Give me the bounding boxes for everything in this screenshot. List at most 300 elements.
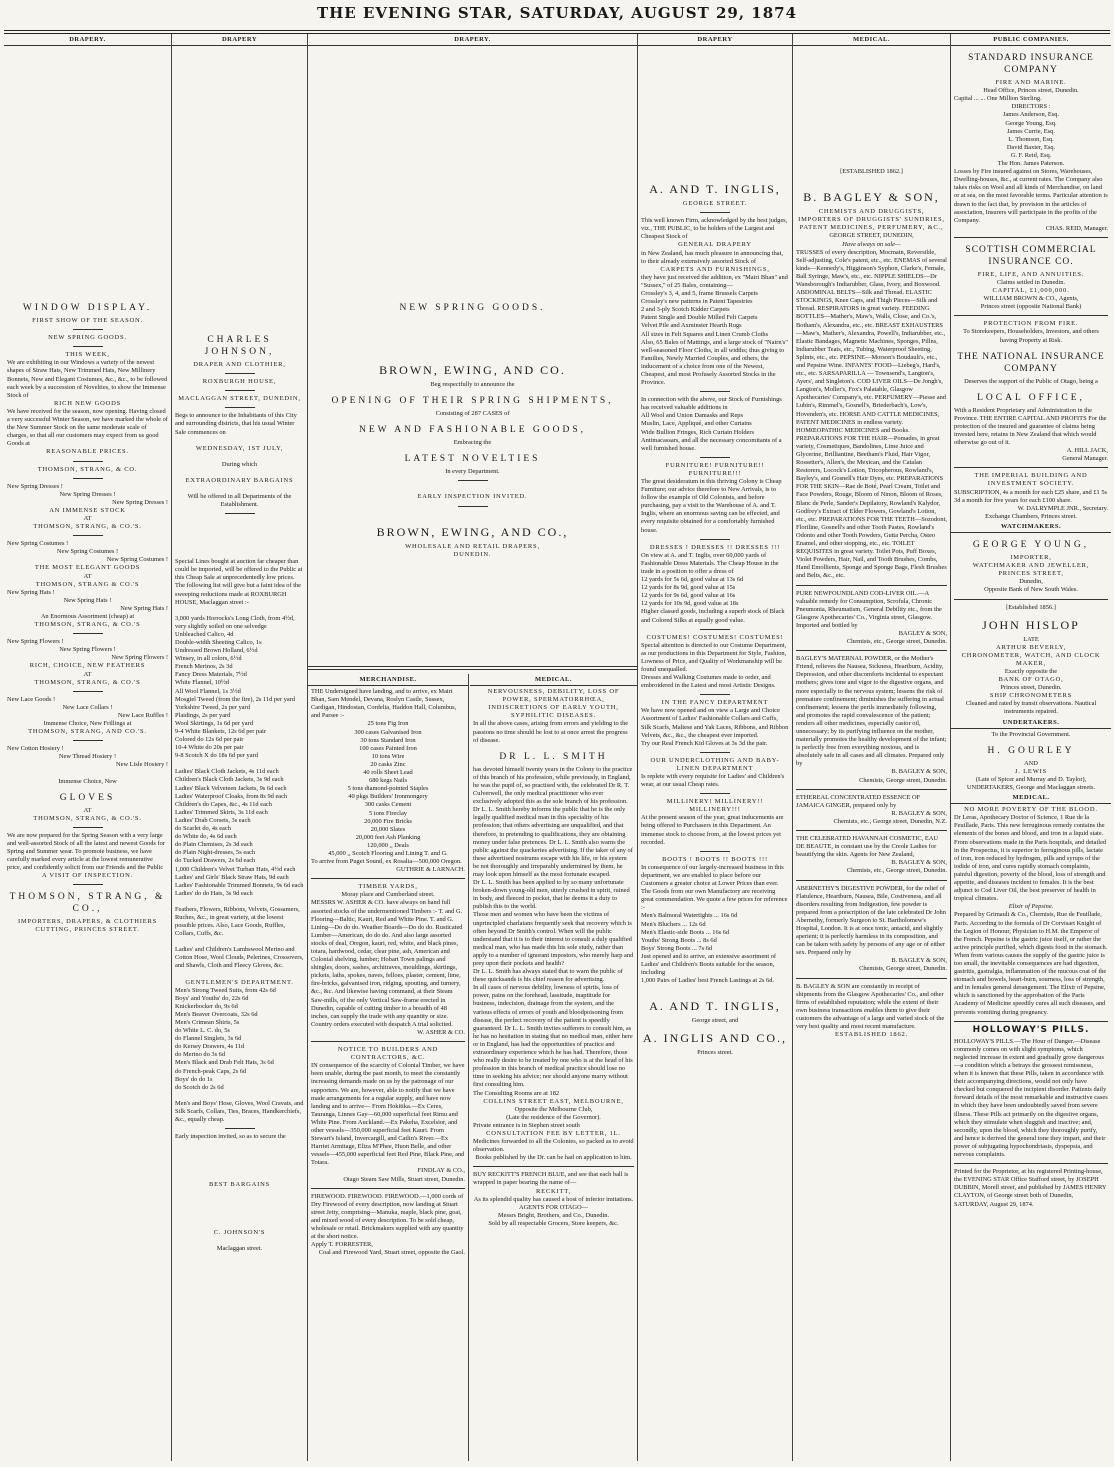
ad-line: Princes street. [697,1049,733,1057]
ad-line: During which [221,460,258,468]
list-item: Unbleached Calico, 4d [175,630,234,638]
list-item: do Plain Night-dresses, 5s each [175,849,256,857]
price-list [175,768,304,898]
list-item: Yorkshire Tweed, 2s per yard [175,703,250,711]
ad-line: New Spring Flowers ! [111,654,168,662]
ad-line: NEW AND FASHIONABLE GOODS, [358,425,586,436]
ad-line: PRINCES STREET, [998,570,1064,578]
ad-line: IMPORTERS, DRAPERS, & CLOTHIERS [17,918,158,926]
ad-line: Princes street (opposite National Bank) [980,303,1082,311]
ad-paragraph: We have received for the season, now opening. Having closed a very successful Winter Season, we have marked the whole of the New Summer Stock on the same moderate scale of charges, so that all our customers may expect from us good Goods at [7,407,168,448]
ad-line: IN THE FANCY DEPARTMENT [661,699,769,707]
list-item: 12 yards for 5s 6d, good value at 13s 6d [641,576,744,584]
list-item: Double-width Sheeting Calico, 1s [175,638,262,646]
ad-line: C. JOHNSON'S [213,1229,266,1237]
list-item: French Merinos, 2s 3d [175,663,233,671]
ad-paragraph: IN consequence of the scarcity of Colonial Timber, we have been unable, during the past month, to meet the constantly increasing demands made on us by the patronage of our supporters. We are, however, able to notify that we have made arrangements for a regular supply, and have now landing and to arrive— From Hokitika.—Ex Ceres, Tauranga, Linnes Gay—60,000 superficial feet Rimu and White Pine. From Auckland.—Ex Pakeha, Excelsior, and other vessels—350,000 superficial feet Kauri. From Stewart's Island, Invercargill, and Catlin's River.—Ex Harriet Armitage, Eliza M'Phee, Huon Belle, and other vessels—455,000 superficial feet Red Pine, Black Pine, and Totara. [311,1062,465,1167]
ad-title: JOHN HISLOP [982,617,1080,632]
ad-signature: Chemists, George street, Dunedin. [859,965,947,973]
ad-line: IMPORTERS OF DRUGGISTS' SUNDRIES, PATENT MEDICINES, PERFUMERY, &C., [798,216,945,232]
ad-paragraph: HOLLOWAY'S PILLS.—The Hour of Danger.—Disease commonly comes on with slight symptoms, which neglected increase in extent and gradually grow dangerous—a condition which a betrays the grossest remissness, when it is known that these Pills, taken in accordance with their accompanying directions, would not only have checked but conquered the incipient disorder. Patients daily forward details of the most remarkable and instructive cases in which they have been undoubtedly saved from severe illness. These Pills act primarily on the digestive organs, which they stimulate when sluggish and inactive; and, secondly, upon the blood, which they thoroughly purify, and hence is derived the general tone they impart, and their power of subjugating hypochondriasis, dyspepsia, and nervous complaints. [954,1037,1108,1159]
ad-signature: Otago Steam Saw Mills, Stuart street, Dunedin. [343,1175,465,1183]
list-item: 680 kegs Nails [369,777,407,785]
ad-line: Embracing the [453,439,492,447]
ad-line: A VISIT OF INSPECTION. [41,872,134,880]
ad-title: H. GOURLEY [987,745,1075,756]
section-heading: MEDICAL. [470,674,637,686]
ad-line: In every Department. [445,468,500,476]
ad-line: FIRE, LIFE, AND ANNUITIES. [977,270,1085,278]
ad-line: BOOTS ! BOOTS !! BOOTS !!! [662,855,768,863]
list-item: Boys' and Youths' do, 22s 6d [175,994,249,1002]
ad-paragraph: THE CELEBRATED HAVANNAH COSMETIC, EAU DE BEAUTE, in constant use by the Creole Ladies for beautifying the skin. Agents for New Zealand, [796,835,938,859]
ad-paragraph: Just opened and to arrive, an extensive assortment of Ladies' and Children's Boots suitable for the season, including [641,952,777,977]
ad-line: New Lisle Hosiery ! [116,761,168,769]
ad-paragraph: THE Undersigned have landing, and to arrive, ex Mairi Bhan, Sam Mendel, Devana, Roslyn Castle, Sussex, Cardigan, Hindostan, Cordelia, Haddon Hall, Columbus, and Parsee :- [311,688,457,720]
ad-title: BROWN, EWING, AND CO. [379,363,566,378]
ad-paragraph: In all the above cases, arising from errors and yielding to the passions no time should be lost to at once arrest the progress of disease. [473,720,629,744]
ad-paragraph: Deserves the support of the Public of Otago, being a [964,377,1098,385]
ad-line: Head Office, Princes street, Dunedin. [983,87,1079,95]
list-item: Ladies' Waterproof Cloaks, from 8s 9d each [175,792,288,800]
ad-line: An Enormous Assortment (cheap) at [40,613,135,620]
ad-line: New Spring Costumes ! [7,540,69,548]
list-item: Children's do Capes, &c., 4s 11d each [175,800,272,808]
price-list [641,912,789,952]
ad-signature: Chemists, etc., George street, Dunedin, N.Z. [833,817,947,825]
ad-line: FURNITURE! FURNITURE!! FURNITURE!!! [665,461,765,477]
list-item: Children's Black Cloth Jackets, 3s 9d each [175,776,284,784]
list-item: Crossley's 3, 4, and 5, frame Brussels Carpets [641,290,758,298]
ad-signature: BAGLEY & SON, [898,629,947,637]
ad-signature: CHAS. REID, Manager. [1045,224,1108,232]
ad-line: GEORGE STREET. [682,200,748,208]
list-item: 9-8 Scotch X do 18s 6d per yard [175,752,258,760]
list-item: 120,000 ,, Deals [367,841,409,849]
ad-line: NOTICE TO BUILDERS AND CONTRACTORS, &C. [337,1046,439,1062]
ad-line: THOMSON, STRANG, AND CO.'S. [28,728,147,736]
price-list [175,987,304,1092]
list-item: 25 tons Fig Iron [367,720,409,728]
ad-line: NERVOUSNESS, DEBILITY, LOSS OF POWER, SPERMATORRHŒA, INDISCRETIONS OF EARLY YOUTH, SYPHILITIC DISEASES. [487,688,620,720]
ad-signature: ESTABLISHED 1862. [834,1031,909,1039]
ad-line: TIMBER YARDS, [358,883,418,891]
ad-line: OUR UNDERCLOTHING AND BABY-LINEN DEPARTMENT [650,756,780,772]
list-item: do Scotch do 2s 6d [175,1083,224,1091]
ad-line: FIRE AND MARINE. [995,79,1067,87]
ad-line: RECKITT, [536,1187,571,1195]
list-item: David Baxter, Esq. [1006,143,1056,151]
ad-line: EXTRAORDINARY BARGAINS [185,476,294,484]
ad-signature: Chemists, George street, Dunedin. [859,776,947,784]
ad-title: NEW SPRING GOODS. [399,303,546,314]
ad-line: EARLY INSPECTION INVITED. [417,493,528,501]
ad-line: To the Provincial Government. [991,730,1071,738]
price-list [175,615,304,761]
list-item: Men's Crimean Shirts, 5s [175,1019,240,1026]
ad-paragraph: As its splendid quality has caused a host of inferior imitations. [473,1195,634,1203]
ad-line: THOMSON, STRANG & CO.'S [35,580,140,588]
list-item: 12 yards for 9s 6d, good value at 16s [641,592,736,600]
ad-signature: General Manager. [1062,455,1108,463]
ad-paragraph: At the present season of the year, great inducements are being offered to Purchasers in this Department. An immense stock to choose from, at the lowest prices yet recorded. [641,814,784,846]
ad-line: WHOLESALE AND RETAIL DRAPERS, [405,542,540,550]
ad-signature: Coal and Firewood Yard, Stuart street, opposite the Gaol. [318,1249,465,1257]
ad-line: Immense Choice, New Frillings at [43,720,132,728]
ad-line: LOCAL OFFICE, [977,392,1085,403]
ad-line: GENTLEMEN'S DEPARTMENT. [185,978,294,986]
ad-paragraph: Private entrance is in Stephen street south [473,1121,580,1129]
ad-paragraph: (Late of Spicer and Murray and D. Taylor), UNDERTAKERS, George and Maclaggan streets. [966,775,1096,791]
list-item: do Merino do 3s 6d [175,1051,226,1059]
list-item: Men's Elastic-side Boots ... 16s 6d [641,928,730,936]
column-heading: MEDICAL. [793,34,950,46]
ad-paragraph: BAGLEY'S MATERNAL POWDER, or the Mother's Friend, relieves the Nausea, Sickness, Heartburn, Acidity, Depression, and other discomforts incidental to expectant mothers; gives tone and vigor to the digestive organs, and more especially to the nervous system; lessens the risk of premature confinement; diminishes the suffering in actual confinement; lessens the perils immediately following, and promotes the rapid convalescence of the patient; renders all other medicines, especially castor oil, unnecessary; by its purifying influence on the mother, materially promotes the healthy development of the infant; is perfectly free from everything noxious, and is absolutely safe in all cases and all climates. Prepared only by [796,655,947,768]
ad-signature: R. BAGLEY & SON, [891,809,947,817]
ad-paragraph: The Consulting Rooms are at 182 [473,1089,560,1097]
ad-line: New Thread Hosiery ! [58,753,117,761]
list-item: 5 tons Fireclay [369,809,407,817]
list-item: Boys' Strong Boots ... 7s 6d [641,944,713,952]
ad-paragraph: The great desideratum in this thriving Colony is Cheap Furniture; our advice therefore to New Arrivals, is to follow the example of Old Colonists, and before purchasing, pay a visit to the Warehouse of A. and T. Inglis, where an enormous saving can be effected, and every requisite obtained for a comfortably furnished house. [641,478,782,534]
ad-line: CARPETS AND FURNISHINGS, [660,265,770,273]
ad-paragraph: In consequence of our largely-increased business in this department, we are enabled to place before our Customers a greater choice at Lower Prices than ever. The Goods from our own Manufactory are receiving great commendation. We quote a few prices for reference :- [641,863,788,912]
list-item: 100 cases Painted Iron [359,744,417,752]
ad-line: DRAPER AND CLOTHIER, [193,361,286,369]
ad-paragraph: Higher classed goods, including a superb stock of Black and Colored Silks at equally good value. [641,608,785,624]
ad-line: Messrs Bright, Brothers, and Co., Dunedin. [497,1211,610,1219]
ad-line: New Spring Dresses ! [112,498,168,506]
ad-title: SCOTTISH COMMERCIAL INSURANCE CO. [965,244,1097,267]
ad-title: STANDARD INSURANCE COMPANY [968,53,1094,76]
ad-line: ARTHUR BEVERLY, [995,643,1067,651]
section-heading: MEDICAL. [951,792,1111,804]
ad-line: FIRST SHOW OF THE SEASON. [32,317,143,325]
ad-signature: Chemists, etc., George street, Dunedin. [846,867,947,875]
ad-title: A. AND T. INGLIS, [649,182,781,197]
stock-list [641,290,789,339]
ad-paragraph: Those men and women who have been the victims of unprincipled charlatans frequently seek that recovery which is often beyond Dr Smith's control. When will the public understand that it is to their interest to consult a duly qualified medical man, who has made this his sole study, rather than apply to a number of ignorant impostors, who merely harp and prey upon their pockets and health? [473,911,634,967]
list-item: All Wool Flannel, 1s 3½d [175,687,241,695]
list-item: 30 tons Standard Iron [360,736,416,744]
merchandise-column [308,674,468,1461]
list-item: George Young, Esq. [1005,119,1057,127]
list-item: 20,000 Slates [370,825,406,833]
ad-paragraph: Special attention is directed to our Costume Department, as our productions in this Department for Style, Fashion, Lowness of Price, and Quality of Workmanship will be found unequalled. [641,641,787,673]
column-drapery-3 [308,34,637,1461]
ad-line: DUNEDIN. [453,550,492,558]
list-item: Wide Bullion Fringes, Rich Curtain Holders [641,428,754,436]
ad-paragraph: Begs to announce to the Inhabitants of this City and surrounding districts, that his usual Winter Sale commences on [175,412,297,436]
column-medical [793,34,950,1461]
list-item: Boys' do do 1s [175,1075,213,1083]
ad-line: DIRECTORS : [1011,103,1051,111]
ad-line: AND [1024,759,1038,767]
ad-signature: FINDLAY & CO., [417,1167,465,1175]
list-item: 40 pkgs Builders' Ironmongery [348,793,428,801]
ad-title: BROWN, EWING, AND CO., [376,524,569,539]
ad-paragraph: We have now opened and on view a Large and Choice Assortment of Ladies' Fashionable Collars and Cuffs, Silk Scarfs, Maltese and Yak Laces, Ribbons, and Ribbon Velvets, &c., &c., the cheapest ever imported. [641,707,789,739]
ad-paragraph: they have just received the addition, ex "Mairi Bhan" and "Sussex," of 25 Bales, containing— [641,273,788,289]
ad-line: SHIP CHRONOMETERS [989,692,1073,700]
ad-line: THE MOST ELEGANT GOODS [34,564,141,572]
list-item: do Scarlet do, 4s each [175,825,231,833]
list-item: Youths' Strong Boots ... 8s 6d [641,936,717,944]
section-rule [308,666,637,670]
ad-line: New Spring Hats ! [120,604,168,612]
list-item: Men's Black and Drab Felt Hats, 3s 6d [175,1059,274,1067]
list-item: Ladies' Black Velveteen Jackets, 9s 6d each [175,784,287,792]
ad-paragraph: BUY RECKITT'S FRENCH BLUE, and see that each ball is wrapped in paper bearing the name of— [473,1171,629,1187]
ad-line: COLLINS STREET EAST, MELBOURNE, [483,1097,624,1105]
list-item: G. F. Reid, Esq. [1010,151,1052,159]
list-item: Men's Bluchers ... 12s 6d [641,920,706,928]
list-item: 300 cases Galvanised Iron [354,728,422,736]
ad-signature: B. BAGLEY & SON, [891,768,947,776]
section-heading: WATCHMAKERS. [951,521,1111,533]
ad-paragraph: Dr L. L. Smith has always stated that to warn the public of these quicksands is his chief reason for advertising. [473,968,623,984]
ad-line: NO MORE POVERTY OF THE BLOOD. [964,806,1098,814]
ad-line: AT [83,670,92,678]
ad-line: [Established 1856.] [1006,603,1056,611]
ad-paragraph: Try our Real French Kid Gloves at 3s 3d the pair. [641,739,768,747]
ad-line: THE IMPERIAL BUILDING AND INVESTMENT SOCIETY. [974,472,1088,488]
stock-list [311,720,465,858]
list-item: Ladies' and Girls' Black Straw Hats, 9d each [175,873,289,881]
ad-paragraph: Medicines forwarded to all the Colonies, so packed as to avoid observation. [473,1138,634,1154]
ad-line: CHRONOMETER, WATCH, AND CLOCK MAKER, [961,651,1101,667]
ad-line: George street, and [691,1017,739,1025]
ad-paragraph: We are now prepared for the Spring Season with a very large and well-assorted Stock of all the latest and newest Goods for Spring and Summer wear. To promote business, we have carefully marked every article at the lowest remunerative price, and confidently solicit from our Friends and the Public [7,831,165,872]
list-item: do Plain Chemises, 2s 3d each [175,841,253,849]
ad-line: AT [83,572,92,580]
list-item: Ladies' Black Cloth Jackets, 4s 11d each [175,768,279,776]
column-heading: DRAPERY [172,34,307,46]
ad-paragraph: MESSRS W. ASHER & CO. have always on hand full assorted stocks of the undermentioned Timbers :- T. and G. Flooring—Baltic, Kauri, Red and White Pine. T. and G. Lining—Do do do. Weather Boards—Do do do. Rusticated Lumber—American, do do do. And also large assorted stocks of deal, Oregon, kauri, red, white, and black pines, totara, hardwood, cedar, clear pine, ash, American and Colonial shelving, lumber; Hobart Town palings and shingles, doors, sashes, architraves, mouldings, skirtings, pickets, laths, spokes, naves, felloes, plaster, cement, lime, fire-bricks, galvanised iron, ridging, spouting, and turnery, &c., &c. And likewise having command, at their Steam Saw-mills, of the only Vertical Saw-frame erected in Dunedin, capable of cutting timber to a breadth of 48 inches, can supply the trade with any quantity or size. Country orders executed with despatch A trial solicited. [311,899,463,1028]
ad-signature: B. BAGLEY & SON, [891,859,947,867]
ad-line: THOMSON, STRANG, & CO. [37,465,138,473]
ad-line: Exactly opposite the [1004,667,1058,675]
ad-paragraph: Dr Leras, Apothecary Doctor of Science, 1 Rue de la Feuillade, Paris. This new ferruginous remedy contains the elements of the bones and blood, and iron in a liquid state. From observations made in the Paris hospitals, and detailed in the Prospectus, it is superior to ferruginous pills, lactate of iron, iron reduced by hydrogen, pills and syrups of the iodide of iron, and cures rapidly stomach complaints, painful digestion, poverty of the blood, loss of strength and appetite, and diseases incident to females. It is the best adjunct to Cod Liver Oil, the best preserver of health in tropical climates. [954,814,1107,903]
ad-paragraph: To Storekeepers, Householders, Investors, and others having Property at Risk. [963,328,1099,344]
column-heading: DRAPERY [638,34,792,46]
column-drapery-2 [172,34,307,1461]
list-item: 1,000 Children's Velvet Turban Hats, 4½d each [175,865,296,873]
list-item: do Kersey Drawers, 4s 11d [175,1043,245,1051]
ad-paragraph: With a Resident Proprietary and Administration in the Province. THE ENTIRE CAPITAL AND PROFITS For the protection of the insured and guarantee of claims being invested here, retains in New Zealand that which would otherwise go out of it. [954,406,1107,447]
ad-line: LATE [1023,635,1039,643]
ad-line: New Spring Dresses ! [59,490,116,498]
ad-paragraph: Dr L. L. Smith has been applied to by so many unfortunate broken-down young-old men, utterly crushed in spirit, ruined in body, and fleeced in pocket, that he deems it a duty to publish this to the world. [473,879,630,911]
inner-column-rule [468,674,469,1461]
ad-line: RICH NEW GOODS [53,399,122,407]
ad-line: BANK OF OTAGO, [998,676,1064,684]
ad-paragraph: has devoted himself twenty years in the Colony to the practice of this branch of his profession, while previously, in England, he was the pupil of, so practised with, the celebrated Dr R. T. Culverwell, the only medical practitioner who ever exclusively adopted this as the sole branch of his profession. [473,765,633,806]
list-item: Men's Strong Tweed Suits, from 42s 6d [175,986,276,994]
ad-line: GEORGE STREET, DUNEDIN, [829,232,914,240]
ad-line: Have always on sale— [842,240,901,248]
ad-line: PROTECTION FROM FIRE. [983,320,1079,328]
ad-paragraph: PURE NEWFOUNDLAND COD-LIVER OIL.—A valuable remedy for Consumption, Scrofula, Chronic Pneumonia, Rheumatism, General Debility etc., from the Glasgow Apothecaries' Co., Virginia street, Glasgow. Imported and bottled by [796,589,942,629]
list-item: 12 yards for 10s 9d, good value at 18s [641,600,739,608]
column-public-companies [951,34,1111,1461]
ad-line: THOMSON, STRANG, & CO.'S. [33,523,142,531]
ad-paragraph: 1,000 Pairs of Ladies' best French Lastings at 2s 6d. [641,977,775,985]
ad-line: REASONABLE PRICES. [46,448,129,456]
ad-line: COSTUMES! COSTUMES! COSTUMES! [646,633,784,641]
ad-line: J. LEWIS [1014,767,1048,775]
list-item: 45,000 ,, Scotch Flooring and Lining T. and G. [328,849,448,857]
list-item: do White L. C. do, 5s [175,1027,230,1035]
ad-line: THOMSON, STRANG, & CO.'S [34,621,141,629]
ad-line: AGENTS FOR OTAGO— [518,1203,589,1211]
list-item: 300 casks Cement [364,801,412,809]
ad-line: RICH, CHOICE, NEW FEATHERS [29,662,146,670]
ad-line: DRESSES ! DRESSES !! DRESSES !!! [649,543,781,551]
ad-title: THOMSON, STRANG, & CO., [9,892,166,915]
list-item: Muslin, Lace, Appliqué, and other Curtains [641,420,752,428]
ad-paragraph: B. BAGLEY & SON are constantly in receipt of shipments from the Glasgow Apothecaries' Co., and other firms of established reputation; while the extent of their own business transactions enables them to give their customers the advantage of a large and varied stock of the very best quality and most recent manufacture. [796,982,945,1030]
list-item: do Tucked Drawers, 2s 6d each [175,857,256,865]
ad-line: LATEST NOVELTIES [404,454,541,465]
list-item: Undressed Brown Holland, 6½d [175,647,258,655]
list-item: Men's Balmoral Watertights ... 16s 6d [641,912,738,920]
list-item: 12 yards for 8s 9d, good value at 15s [641,584,736,592]
ad-line: Elixir of Pepsine. [1008,903,1054,911]
list-item: Fancy Dress Materials, 7½d [175,671,247,679]
ad-line: AT [83,806,92,814]
list-item: All sizes in Felt Squares and Linen Crumb Cloths [641,330,769,338]
directors-list [954,111,1108,168]
ad-paragraph: Prepared by Grimault & Co., Chemists, Rue de Feuillade, Paris. According to the formula of Dr Corvisart Knight of the Legion of Honour, Physician to H.M. the Emperor of the French. Pepsine is the gastric juice itself, or rather the active principle purified, which digests food in the stomach. When from various causes the supply of the gastric juice is too small, the inevitable consequences are bad digestion, gastritis, gastralgia, inflammation of the mucous coat of the stomach and bowels, heart-burn, sourness, loss of strength, and in females general derangement. The Elixir of Pepsine, which is sanctioned by the approbation of the Paris Academy of Medicine speedily cures all such diseases, and prevents vomiting during pregnancy. [954,911,1108,1016]
list-item: 9-4 White Blankets, 12s 6d per pair [175,728,266,735]
ad-line: (Late the residence of the Governor). [506,1113,601,1121]
ad-line: CONSULTATION FEE BY LETTER, 1L. [486,1129,621,1137]
column-heading: DRAPERY. [4,34,171,46]
ad-paragraph: On view at A. and T. Inglis, over 60,000 yards of Fashionable Dress Materials. The Cheap House in the trade in a position to offer a dress of [641,551,779,575]
ad-signature: GUTHRIE & LARNACH. [396,866,465,874]
ad-line: Opposite the Melbourne Club, [514,1105,593,1113]
list-item: Ladies' Trimmed Skirts, 3s 11d each [175,808,268,816]
ad-line: CAPITAL, £1,000,000. [992,287,1070,295]
list-item: Ladies' Drab Corsets, 3s each [175,816,251,824]
list-item: Ladies' Fashionable Trimmed Bonnets, 9s 6d each [175,881,304,889]
ad-title: A. AND T. INGLIS, [649,999,781,1014]
masthead: THE EVENING STAR, SATURDAY, AUGUST 29, 1874 [316,4,798,22]
ad-paragraph: SUBSCRIPTION, 4s a month for each £25 share, and £1 5s 3d a month for five years for each £100 share. [954,488,1108,504]
section-heading: UNDERTAKERS. [951,717,1111,729]
column-heading: PUBLIC COMPANIES. [951,34,1111,46]
stock-list [641,412,789,452]
ad-line: WEDNESDAY, 1ST JULY, [195,444,284,452]
list-item: do French-peak Caps, 2s 6d [175,1067,247,1075]
list-item: Men's Beaver Overcoats, 32s 6d [175,1010,258,1018]
ad-line: GENERAL DRAPERY [678,241,752,249]
ad-title: DR L. L. SMITH [499,751,608,762]
ad-line: Immense Choice, New [58,777,117,785]
list-item: Plaidings, 2s per yard [175,711,231,719]
ad-line: GLOVES [59,792,116,803]
ad-line: New Spring Flowers ! [7,638,64,646]
ad-line: Moray place and Cumberland street. [341,891,435,899]
list-item: James Currie, Esq. [1007,127,1055,135]
ad-paragraph: Also, 65 Bales of Mattings, and a large stock of "Nairn's" well-seasoned Floor Cloths, in all widths; thus giving to Families, Newly Married Couples, and others, the inducement of a choice from one of the Newest, Cheapest, and most Profusely Assorted Stocks in the Province. [641,338,788,387]
ad-line: New Spring Costumes ! [56,548,119,556]
column-drapery-1 [4,34,171,1461]
ad-title: CHARLES JOHNSON, [204,335,275,358]
list-item: Mosgiel Tweed (from the fire), 2s 11d per yard [175,695,296,703]
list-item: Velvet Pile and Axminster Hearth Rugs [641,322,742,330]
list-item: do Flannel Singlets, 3s 6d [175,1035,242,1043]
list-item: L. Thomson, Esq. [1008,135,1054,143]
ad-paragraph: Special Lines bought at auction far cheaper than could be imported, will be offered to the Public at this Cheap Sale at unprecedentedly low prices. The following list will give but a faint idea of the sweeping reductions made at ROXBURGH HOUSE, Maclaggan street :- [175,558,303,606]
ad-paragraph: Feathers, Flowers, Ribbons, Velvets, Gossamers, Ruches, &c., in great variety, at the lowest possible prices. Also, Lace Goods, Ruffles, Collars, Cuffs, &c. [175,905,300,938]
ad-line: New Spring Costumes ! [106,556,168,564]
ad-line: AN IMMENSE STOCK [49,506,126,514]
ad-line: BEST BARGAINS [208,1181,271,1189]
ad-paragraph: Books published by the Dr. can be had on application to him. [475,1154,632,1162]
ad-line: New Cotton Hosiery ! [7,745,64,753]
ad-line: Beg respectfully to announce the [430,381,515,389]
ad-line: [ESTABLISHED 1862.] [840,168,903,176]
ad-paragraph: We are exhibiting in our Windows a variety of the newest shapes of Straw Hats, New Trimmed Hats, New Millinery Bonnets, New and Elegant Costumes, &c., &c., to be followed each week by a succession of Novelties, to show the Immense Stock of [7,359,168,399]
ad-line: Consisting of 287 CASES of [435,410,510,418]
medical-column [470,674,637,1461]
ad-line: Maclaggan street. [216,1245,263,1253]
ad-line: New Spring Hats ! [63,596,112,604]
ad-line: ROXBURGH HOUSE, [202,378,277,386]
ad-paragraph: Losses by Fire insured against on Stores, Warehouses, Dwelling-houses, &c., at current rates. The Company also takes risks on Wool and all kinds of Merchandise, on land or at sea, on the most favorable terms. Particular attention is drawn to the fact that, by provision in the articles of association, Insurers will participate in the profits of the Company. [954,168,1108,224]
ad-paragraph: Sold by all respectable Grocers, Store keepers, &c. [488,1219,619,1227]
ad-paragraph: in New Zealand, has much pleasure in announcing that, to their already extensively assorted Stock of [641,249,783,265]
ad-line: NEW SPRING GOODS. [48,334,127,342]
ad-paragraph: Cleaned and rated by transit observations. Nautical instruments repaired. [965,700,1097,716]
ad-line: MILLINERY! MILLINERY!! MILLINERY!!! [666,798,764,814]
ad-title: HOLLOWAY'S PILLS. [972,1024,1090,1035]
column-heading: DRAPERY. [308,34,637,46]
ad-signature: Exchange Chambers, Princes street. [985,512,1077,520]
ad-line: New Lace Ruffles ! [117,711,168,719]
ad-paragraph: In all cases of nervous debility, lowness of spirits, loss of power, pains on the forehead, lassitude, inaptitude for business, indecision, drainage from the system, and the various effects of errors of youth and bloodpoisoning from disease, the perfect recovery of the patient is speedily guaranteed. Dr L. L. Smith invites sufferers to consult him, as he has no hesitation in stating that no medical man, either here or in England, has had the opportunities of practice and extraordinary experience which he has had. Therefore, those who really desire to be treated by one who is at the head of his profession in this branch of medical practice should lose no time in seeking his advice; nor should anyone marry without first consulting him. [473,984,633,1089]
ad-paragraph: Is replete with every requisite for Ladies' and Children's wear, at our usual Cheap rates. [641,773,785,789]
ad-line: MACLAGGAN STREET, DUNEDIN, [178,395,301,403]
list-item: Patent Single and Double Milled Felt Carpets [641,314,758,322]
ad-paragraph: ABERNETHY'S DIGESTIVE POWDER, for the relief of Flatulence, Heartburn, Nausea, Bile, Costiveness, and all disorders resulting from Indigestion, few powder is prepared from a prescription of the late celebrated Dr John Abernethy, formerly Surgeon to St. Bartholomew's Hospital, London. It is at once tonic, antacid, and slightly aperient; it is perfectly harmless in its composition, and can be taken with safety by persons of any age or of either sex. Prepared only by [796,884,946,957]
ad-line: OPENING OF THEIR SPRING SHIPMENTS, [331,396,614,407]
ad-signature: W. DALRYMPLE JNR., Secretary. [1017,504,1108,512]
list-item: 10-4 White do 20s per pair [175,744,244,752]
list-item: 10 tons Wire [371,752,405,760]
list-item: 40 rolls Sheet Lead [363,769,413,777]
list-item: 20 casks Zinc [370,760,406,768]
ad-line: New Lace Goods ! [7,695,56,703]
ad-paragraph: Men's and Boys' Hose, Gloves, Wool Cravats, and Silk Scarfs, Collars, Ties, Braces, Handkerchiefs, &c., equally cheap. [175,1099,304,1124]
ad-signature: Chemists, etc., George street, Dunedin. [846,638,947,646]
ad-line: CUTTING, PRINCES STREET. [35,926,140,934]
price-list [641,576,789,608]
ad-paragraph: Dresses and Walking Costumes made to order, and embroidered in the Latest and most Artistic Designs. [641,674,776,690]
list-item: Crossley's new patterns in Patent Tapestries [641,298,753,306]
ad-line: THIS WEEK, [65,351,110,359]
list-item: James Anderson, Esq. [1002,111,1060,119]
section-heading: MERCHANDISE. [308,674,468,686]
list-item: 3,000 yards Horrocks's Long Cloth, from 4½d, very slightly soiled on one selvedge [175,614,295,630]
ad-paragraph: In connection with the above, our Stock of Furnishings has received valuable additions in [641,396,782,412]
ad-line: WILLIAM BROWN & CO., Agents, [983,295,1079,303]
ad-line: Capital ... ... One Million Sterling. [954,95,1042,103]
ad-line: THOMSON, STRANG, & CO.'S [34,678,141,686]
ad-line: Dunedin, [1019,578,1043,586]
